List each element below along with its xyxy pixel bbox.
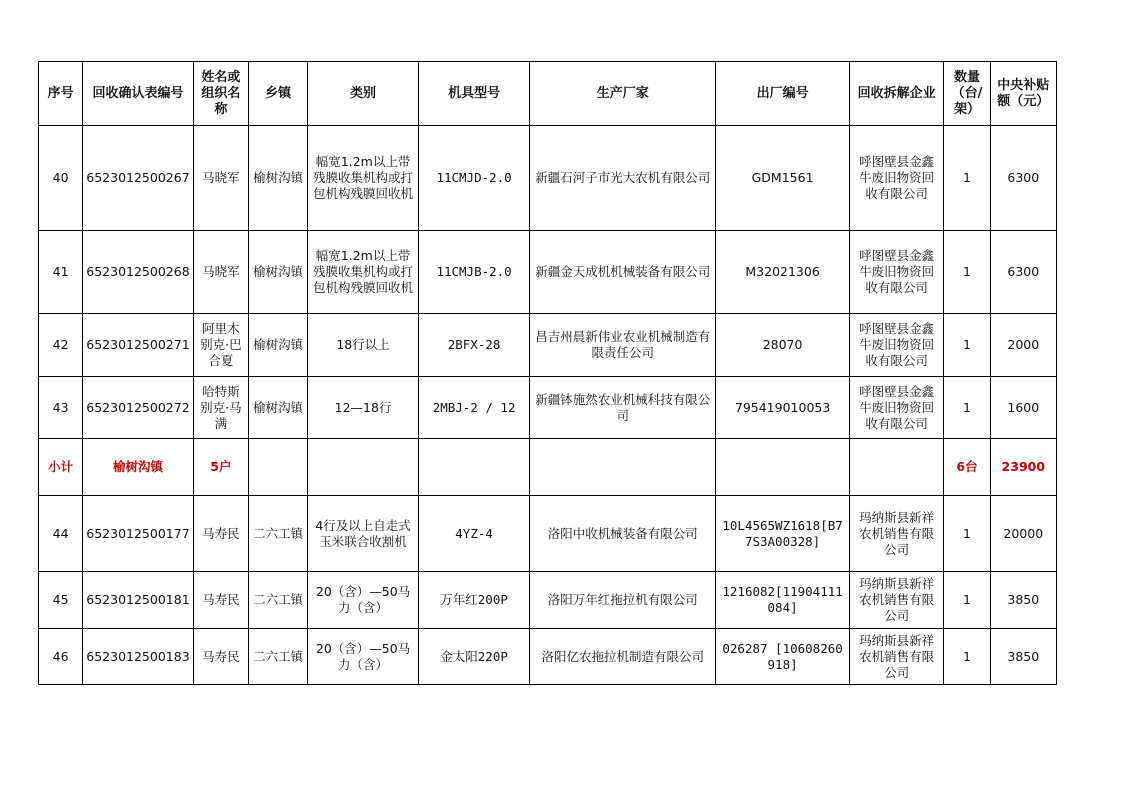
header-confirm-no: 回收确认表编号 bbox=[83, 62, 194, 126]
cell-name: 马寿民 bbox=[193, 572, 248, 629]
cell-recycler: 呼图壁县金鑫牛废旧物资回收有限公司 bbox=[849, 314, 943, 377]
empty-cell bbox=[249, 439, 308, 496]
cell-model: 4YZ-4 bbox=[418, 496, 530, 572]
empty-cell bbox=[530, 439, 716, 496]
cell-recycler: 玛纳斯县新祥农机销售有限公司 bbox=[849, 629, 943, 685]
cell-subsidy: 20000 bbox=[990, 496, 1056, 572]
cell-confirm-no: 6523012500183 bbox=[83, 629, 194, 685]
cell-seq: 40 bbox=[39, 126, 83, 231]
cell-qty: 1 bbox=[944, 496, 990, 572]
cell-seq: 43 bbox=[39, 377, 83, 439]
cell-subsidy: 6300 bbox=[990, 126, 1056, 231]
empty-cell bbox=[716, 439, 850, 496]
cell-qty: 1 bbox=[944, 377, 990, 439]
subtotal-row bbox=[39, 439, 1057, 496]
header-row bbox=[39, 62, 1057, 126]
empty-cell bbox=[418, 439, 530, 496]
table-row bbox=[39, 572, 1057, 629]
subtotal-town: 榆树沟镇 bbox=[83, 439, 194, 496]
cell-factory-no: 28070 bbox=[716, 314, 850, 377]
table-row bbox=[39, 629, 1057, 685]
cell-category: 20（含）—50马力（含） bbox=[308, 629, 419, 685]
cell-recycler: 呼图壁县金鑫牛废旧物资回收有限公司 bbox=[849, 126, 943, 231]
header-seq: 序号 bbox=[39, 62, 83, 126]
cell-maker: 洛阳中收机械装备有限公司 bbox=[530, 496, 716, 572]
table-row bbox=[39, 496, 1057, 572]
cell-confirm-no: 6523012500271 bbox=[83, 314, 194, 377]
cell-seq: 44 bbox=[39, 496, 83, 572]
cell-recycler: 呼图壁县金鑫牛废旧物资回收有限公司 bbox=[849, 231, 943, 314]
cell-qty: 1 bbox=[944, 629, 990, 685]
cell-name: 阿里木别克·巴合夏 bbox=[193, 314, 248, 377]
cell-subsidy: 2000 bbox=[990, 314, 1056, 377]
cell-model: 金太阳220P bbox=[418, 629, 530, 685]
subtotal-label: 小计 bbox=[39, 439, 83, 496]
header-category: 类别 bbox=[308, 62, 419, 126]
subsidy-table bbox=[38, 61, 1057, 685]
cell-model: 2BFX-28 bbox=[418, 314, 530, 377]
cell-name: 马晓军 bbox=[193, 126, 248, 231]
cell-category: 12—18行 bbox=[308, 377, 419, 439]
cell-subsidy: 3850 bbox=[990, 572, 1056, 629]
cell-name: 马寿民 bbox=[193, 629, 248, 685]
cell-category: 4行及以上自走式玉米联合收割机 bbox=[308, 496, 419, 572]
cell-name: 哈特斯别克·马满 bbox=[193, 377, 248, 439]
empty-cell bbox=[308, 439, 419, 496]
cell-town: 二六工镇 bbox=[249, 496, 308, 572]
header-model: 机具型号 bbox=[418, 62, 530, 126]
cell-recycler: 玛纳斯县新祥农机销售有限公司 bbox=[849, 572, 943, 629]
cell-model: 11CMJB-2.0 bbox=[418, 231, 530, 314]
cell-confirm-no: 6523012500181 bbox=[83, 572, 194, 629]
cell-subsidy: 1600 bbox=[990, 377, 1056, 439]
header-subsidy: 中央补贴额（元） bbox=[990, 62, 1056, 126]
header-qty: 数量（台/架） bbox=[944, 62, 990, 126]
cell-qty: 1 bbox=[944, 231, 990, 314]
cell-confirm-no: 6523012500268 bbox=[83, 231, 194, 314]
cell-subsidy: 3850 bbox=[990, 629, 1056, 685]
cell-seq: 41 bbox=[39, 231, 83, 314]
header-maker: 生产厂家 bbox=[530, 62, 716, 126]
subtotal-subsidy: 23900 bbox=[990, 439, 1056, 496]
cell-factory-no: 795419010053 bbox=[716, 377, 850, 439]
header-factory-no: 出厂编号 bbox=[716, 62, 850, 126]
cell-maker: 新疆石河子市光大农机有限公司 bbox=[530, 126, 716, 231]
cell-town: 榆树沟镇 bbox=[249, 231, 308, 314]
header-name: 姓名或组织名称 bbox=[193, 62, 248, 126]
cell-seq: 46 bbox=[39, 629, 83, 685]
cell-factory-no: M32021306 bbox=[716, 231, 850, 314]
cell-qty: 1 bbox=[944, 572, 990, 629]
cell-confirm-no: 6523012500177 bbox=[83, 496, 194, 572]
cell-seq: 42 bbox=[39, 314, 83, 377]
cell-qty: 1 bbox=[944, 314, 990, 377]
cell-town: 二六工镇 bbox=[249, 629, 308, 685]
cell-model: 万年红200P bbox=[418, 572, 530, 629]
table-row bbox=[39, 126, 1057, 231]
cell-factory-no: 026287 [10608260918] bbox=[716, 629, 850, 685]
cell-recycler: 玛纳斯县新祥农机销售有限公司 bbox=[849, 496, 943, 572]
cell-factory-no: 1216082[11904111084] bbox=[716, 572, 850, 629]
cell-category: 20（含）—50马力（含） bbox=[308, 572, 419, 629]
cell-name: 马寿民 bbox=[193, 496, 248, 572]
cell-town: 二六工镇 bbox=[249, 572, 308, 629]
header-town: 乡镇 bbox=[249, 62, 308, 126]
cell-model: 11CMJD-2.0 bbox=[418, 126, 530, 231]
cell-category: 18行以上 bbox=[308, 314, 419, 377]
cell-town: 榆树沟镇 bbox=[249, 377, 308, 439]
cell-maker: 洛阳亿农拖拉机制造有限公司 bbox=[530, 629, 716, 685]
cell-seq: 45 bbox=[39, 572, 83, 629]
cell-confirm-no: 6523012500267 bbox=[83, 126, 194, 231]
cell-name: 马晓军 bbox=[193, 231, 248, 314]
cell-maker: 昌吉州晨新伟业农业机械制造有限责任公司 bbox=[530, 314, 716, 377]
subtotal-households: 5户 bbox=[193, 439, 248, 496]
cell-recycler: 呼图壁县金鑫牛废旧物资回收有限公司 bbox=[849, 377, 943, 439]
cell-maker: 新疆钵施然农业机械科技有限公司 bbox=[530, 377, 716, 439]
cell-qty: 1 bbox=[944, 126, 990, 231]
subtotal-qty: 6台 bbox=[944, 439, 990, 496]
cell-maker: 新疆金天成机机械装备有限公司 bbox=[530, 231, 716, 314]
empty-cell bbox=[849, 439, 943, 496]
table-row bbox=[39, 314, 1057, 377]
cell-category: 幅宽1.2m以上带残膜收集机构或打包机构残膜回收机 bbox=[308, 126, 419, 231]
cell-maker: 洛阳万年红拖拉机有限公司 bbox=[530, 572, 716, 629]
cell-factory-no: 10L4565WZ1618[B77S3A00328] bbox=[716, 496, 850, 572]
cell-factory-no: GDM1561 bbox=[716, 126, 850, 231]
cell-confirm-no: 6523012500272 bbox=[83, 377, 194, 439]
header-recycler: 回收拆解企业 bbox=[849, 62, 943, 126]
table-row bbox=[39, 377, 1057, 439]
cell-subsidy: 6300 bbox=[990, 231, 1056, 314]
table-row bbox=[39, 231, 1057, 314]
cell-category: 幅宽1.2m以上带残膜收集机构或打包机构残膜回收机 bbox=[308, 231, 419, 314]
cell-town: 榆树沟镇 bbox=[249, 126, 308, 231]
cell-town: 榆树沟镇 bbox=[249, 314, 308, 377]
cell-model: 2MBJ-2 / 12 bbox=[418, 377, 530, 439]
